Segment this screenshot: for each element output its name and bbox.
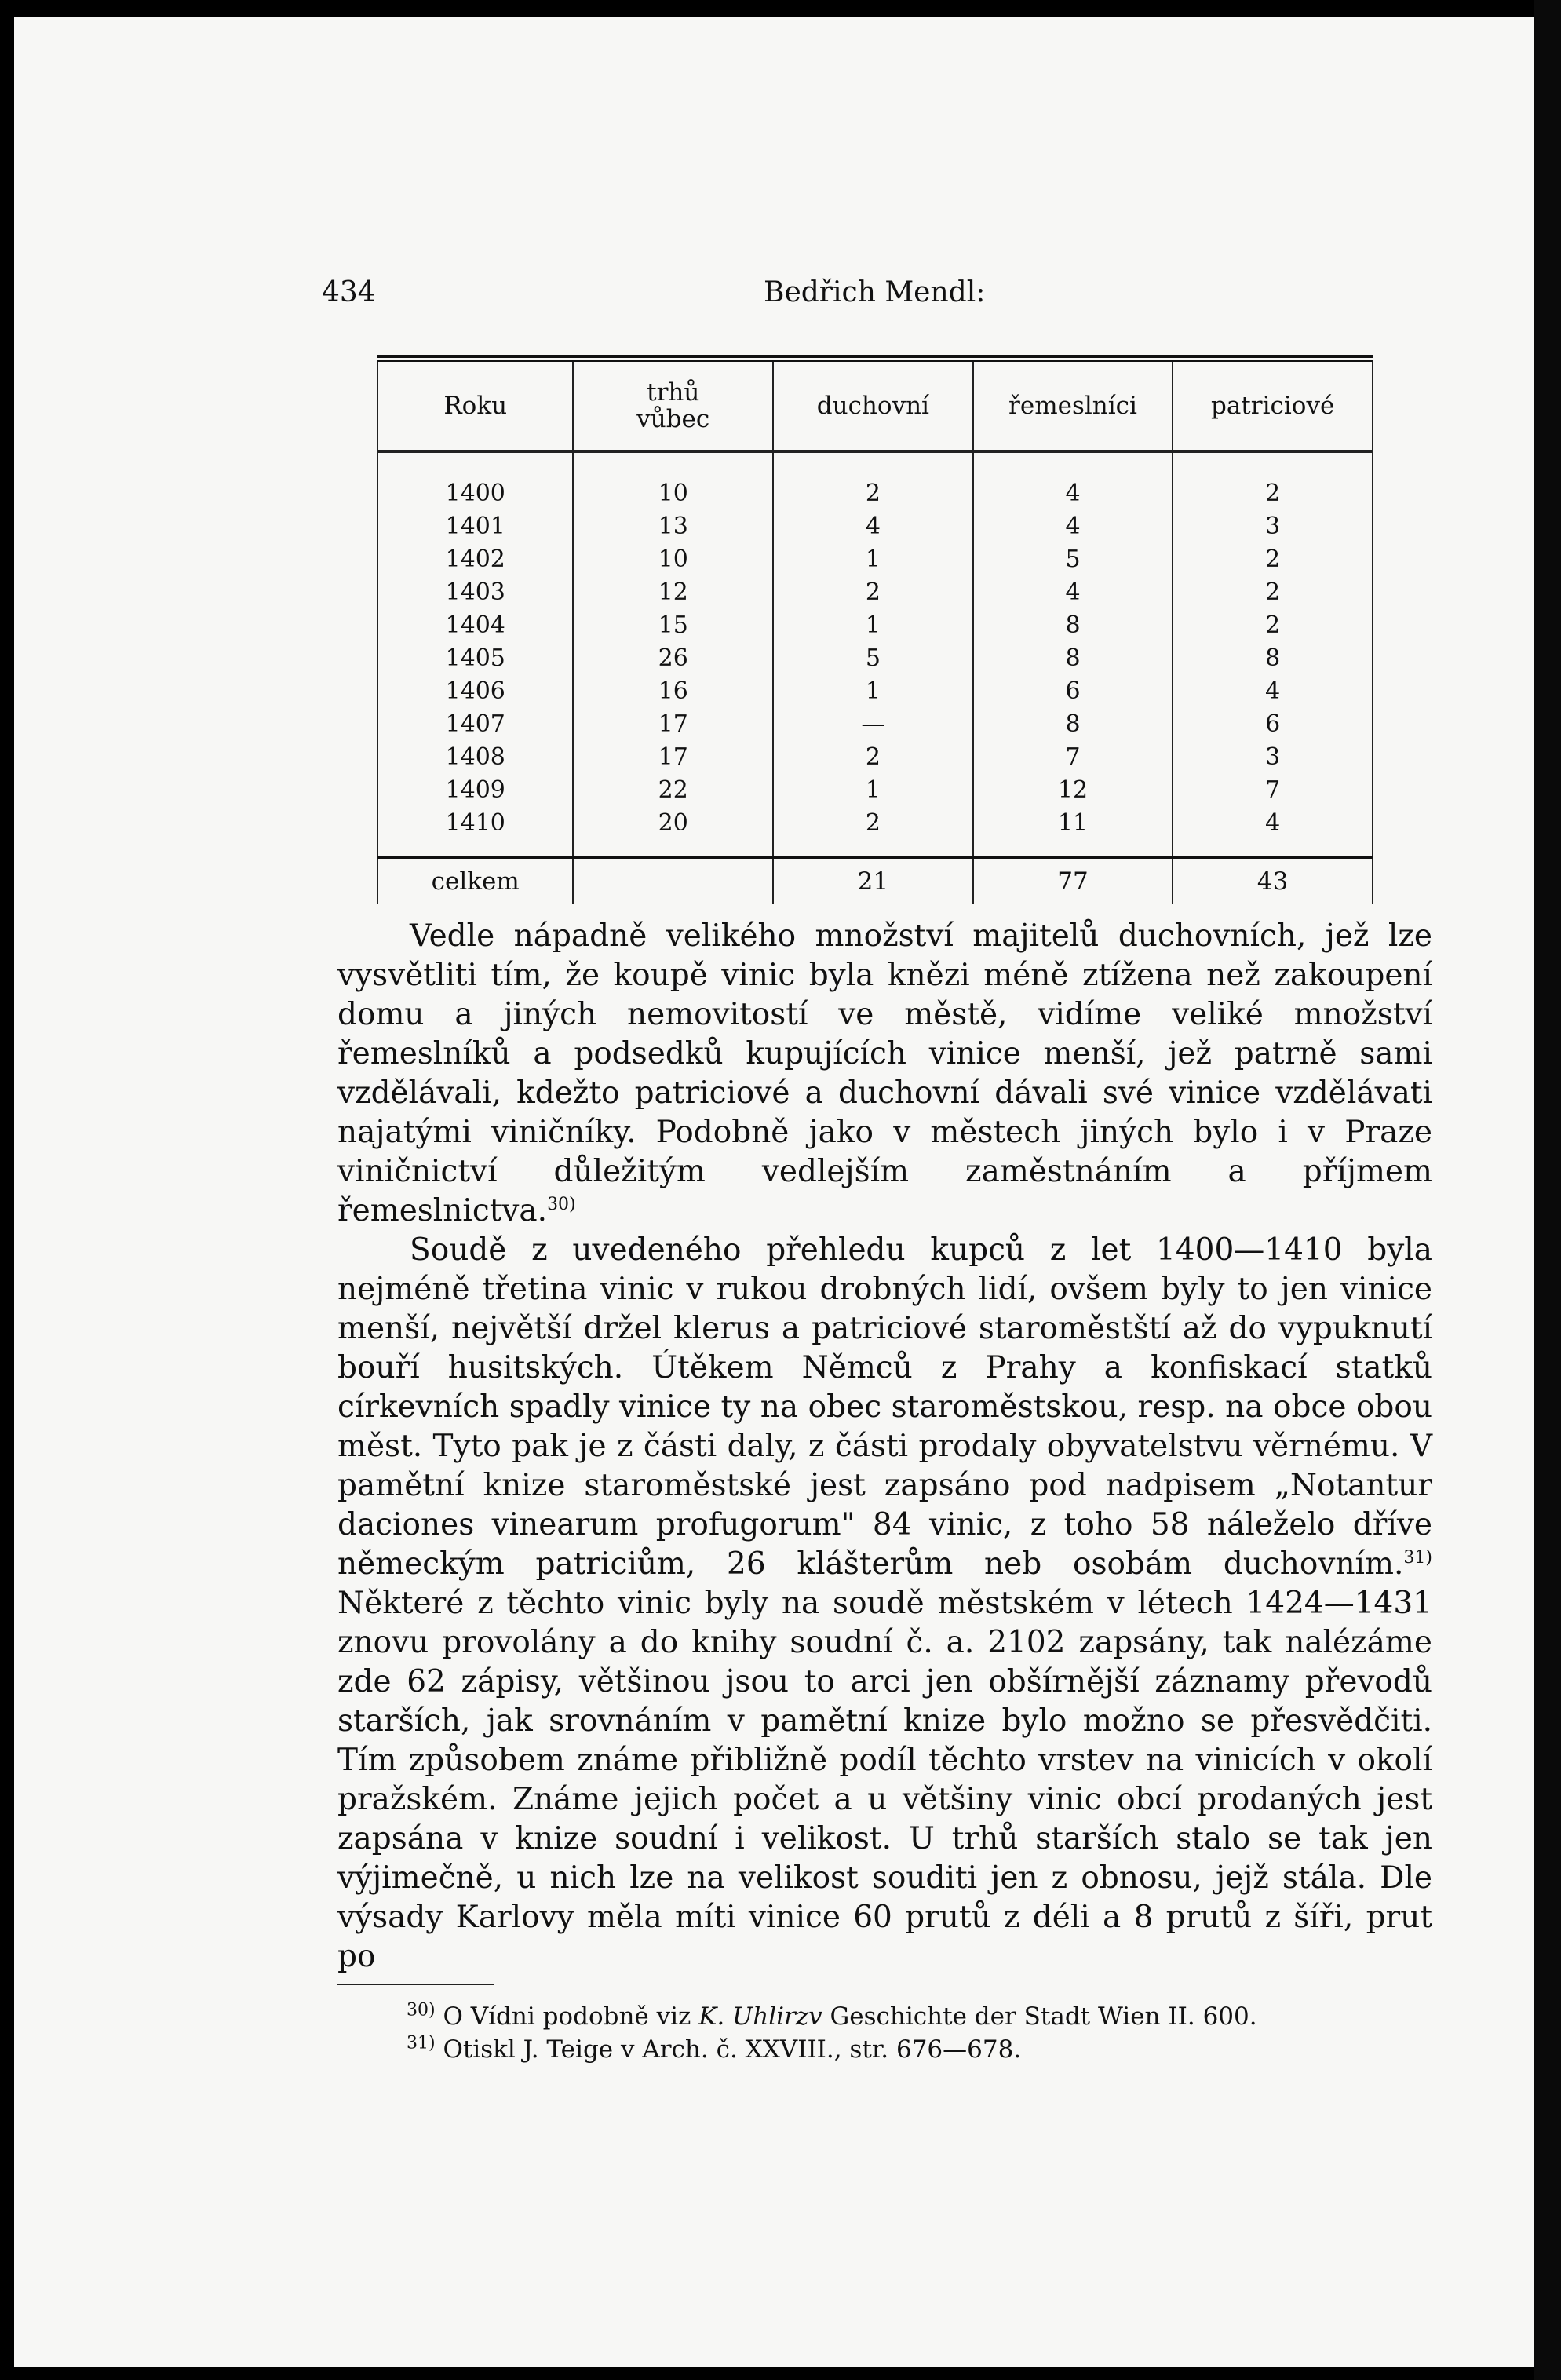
table-row [377,806,1373,839]
footnote-ref: 30) [547,1195,576,1214]
table-row [377,674,1373,707]
page-number: 434 [322,276,376,308]
total-cell: 43 [1173,858,1373,905]
footnote-ref: 31) [1403,1548,1432,1568]
table-cell: 2 [1173,476,1373,509]
table-cell: 2 [773,740,973,773]
table-cell: 2 [1173,608,1373,641]
table-header-row [377,362,1373,451]
statistics-table [377,355,1373,904]
table-cell: 12 [573,575,773,608]
table-cell: 1401 [377,509,573,542]
table-row [377,575,1373,608]
table-cell: 4 [973,575,1173,608]
table-cell: 4 [973,509,1173,542]
table-cell: 3 [1173,740,1373,773]
table-row [377,641,1373,674]
total-cell: 77 [973,858,1173,905]
table-total-row [377,858,1373,905]
col-header-patricians: patriciové [1173,362,1373,451]
table-cell: 2 [773,575,973,608]
col-header-clergy: duchovní [773,362,973,451]
footnote-31: $^{31)}$ Otiskl J. Teige v Arch. č. XXVIII., str. 676—678. [407,2033,1022,2064]
col-header-craftsmen: řemeslníci [973,362,1173,451]
table-cell: 26 [573,641,773,674]
table-cell: 2 [1173,575,1373,608]
paragraph: Vedle nápadně velikého množství majitelů duchovních, jež lze vysvětliti tím, že koupě vinic byla knězi méně ztížena než zakoupení domu a jiných nemovitostí ve městě, vidíme veliké množství řemeslníků a podsedků kupujících vinice menší, jež patrně sami vzdělávali, kdežto patriciové a duchovní dávali své vinice vzdělávati najatými viničníky. Podobně jako v městech jiných bylo i v Praze viničnictví důležitým vedlejším zaměstnáním a příjmem řemeslnictva.$^{30)}$ [337,918,1432,1228]
table-cell: 20 [573,806,773,839]
table-cell: 11 [973,806,1173,839]
table-row [377,476,1373,509]
table-cell: 7 [973,740,1173,773]
table-cell: 1405 [377,641,573,674]
table-cell: — [773,707,973,740]
table-top-rule [377,355,1373,362]
table-row [377,773,1373,806]
col-header-purchases: trhů vůbec [573,362,773,451]
table-cell: 2 [1173,542,1373,575]
table-cell: 1 [773,542,973,575]
footnotes [407,2000,1442,2066]
table-cell: 5 [973,542,1173,575]
table-cell: 4 [973,476,1173,509]
table-cell: 8 [1173,641,1373,674]
table-row [377,608,1373,641]
total-cell [573,858,773,905]
table-cell: 1410 [377,806,573,839]
total-cell: 21 [773,858,973,905]
table-cell: 8 [973,608,1173,641]
table-cell: 1408 [377,740,573,773]
table-cell: 17 [573,707,773,740]
scan-edge [1534,0,1561,2380]
running-head: Bedřich Mendl: [764,276,986,308]
table-cell: 7 [1173,773,1373,806]
table-cell: 1 [773,674,973,707]
table-cell: 12 [973,773,1173,806]
table-cell: 5 [773,641,973,674]
table-row [377,509,1373,542]
table-row [377,707,1373,740]
table-cell: 3 [1173,509,1373,542]
table-cell: 1406 [377,674,573,707]
total-label: celkem [377,858,573,905]
body-text [337,917,1432,1977]
table-cell: 1 [773,608,973,641]
table-cell: 10 [573,476,773,509]
table-cell: 15 [573,608,773,641]
footnote-rule [337,1984,494,1985]
table-cell: 2 [773,476,973,509]
table-cell: 4 [1173,806,1373,839]
paragraph: Soudě z uvedeného přehledu kupců z let 1400—1410 byla nejméně třetina vinic v rukou drobných lidí, ovšem byly to jen vinice menší, největší držel klerus a patriciové staroměstští až do vypuknutí bouří husitských. Útěkem Němců z Prahy a konfiskací statků církevních spadly vinice ty na obec staroměstskou, resp. na obce obou měst. Tyto pak je z části daly, z části prodaly obyvatelstvu věrnému. V pamětní knize staroměstské jest zapsáno pod nadpisem „Notantur daciones vinearum profugorum" 84 vinic, z toho 58 náleželo dříve německým patriciům, 26 klášterům neb osobám duchovním.$^{31)}$ Některé z těchto vinic byly na soudě městském v létech 1424—1431 znovu provolány a do knihy soudní č. a. 2102 zapsány, tak nalézáme zde 62 zápisy, většinou jsou to arci jen obšírnější záznamy převodů starších, jak srovnáním v pamětní knize bylo možno se přesvědčiti. Tím způsobem známe přibližně podíl těchto vrstev na vinicích v okolí pražském. Známe jejich počet a u většiny vinic obcí prodaných jest zapsána v knize soudní i velikost. U trhů starších stalo se tak jen výjimečně, u nich lze na velikost souditi jen z obnosu, jejž stála. Dle výsady Karlovy měla míti vinice 60 prutů z déli a 8 prutů z šíři, prut po [337,1232,1432,1974]
table-cell: 8 [973,641,1173,674]
table-cell: 1407 [377,707,573,740]
table-row [377,740,1373,773]
footnote-30: $^{30)}$ O Vídni podobně viz K. Uhlirzv Geschichte der Stadt Wien II. 600. [407,2000,1257,2031]
table-cell: 1403 [377,575,573,608]
col-header-year: Roku [377,362,573,451]
table-cell: 4 [773,509,973,542]
table-cell: 1409 [377,773,573,806]
table-cell: 22 [573,773,773,806]
table-cell: 17 [573,740,773,773]
table-cell: 8 [973,707,1173,740]
table-cell: 1 [773,773,973,806]
table-cell: 6 [973,674,1173,707]
table-row [377,542,1373,575]
page [14,17,1545,2367]
table-cell: 1404 [377,608,573,641]
table-cell: 13 [573,509,773,542]
table-cell: 6 [1173,707,1373,740]
table-cell: 1402 [377,542,573,575]
table-cell: 16 [573,674,773,707]
table-cell: 2 [773,806,973,839]
table-cell: 1400 [377,476,573,509]
table-cell: 10 [573,542,773,575]
table-cell: 4 [1173,674,1373,707]
